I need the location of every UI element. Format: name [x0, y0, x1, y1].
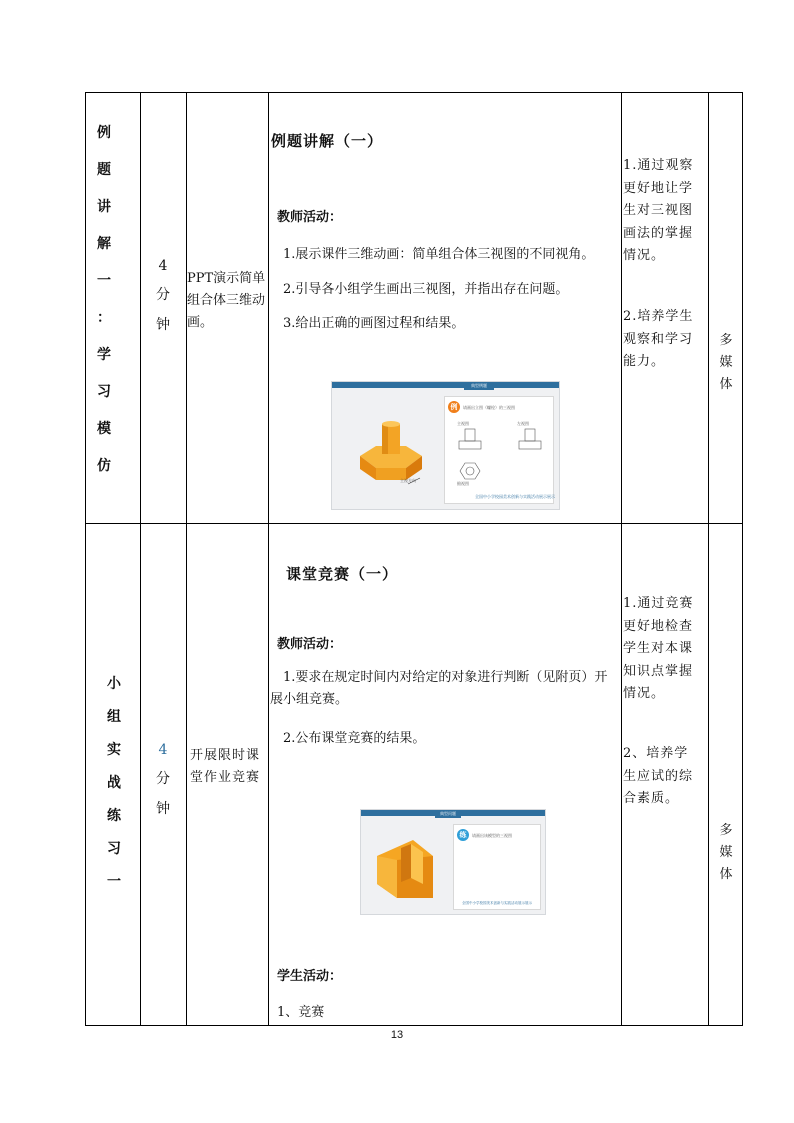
col-border	[140, 92, 141, 1026]
col-border	[186, 92, 187, 1026]
stage-char: 习	[107, 841, 121, 857]
section-title-1: 例题讲解（一）	[271, 132, 384, 150]
media-char: 媒	[719, 355, 733, 370]
side-view-label: 左视图	[517, 421, 529, 426]
teacher-item: 3.给出正确的画图过程和结果。	[283, 316, 465, 331]
screenshot-prompt: 请画出该模型的三视图	[472, 833, 512, 838]
goal-text-1a: 1.通过观察更好地让学生对三视图画法的掌握情况。	[623, 158, 694, 263]
teacher-activity-label-1: 教师活动：	[277, 210, 343, 225]
stage-char: 小	[107, 676, 121, 692]
media-char: 体	[719, 377, 733, 392]
bolt-3d-model-icon	[352, 412, 442, 492]
col-border	[85, 92, 86, 1026]
three-view-drawing-icon	[455, 427, 547, 487]
row-divider	[85, 523, 743, 524]
stage-char: 模	[97, 421, 111, 437]
method-text-1: PPT演示简单组合体三维动画。	[187, 271, 266, 330]
screenshot-top-bar	[332, 382, 559, 388]
student-item: 1、竞赛	[277, 1005, 325, 1020]
stage-char: 实	[107, 742, 121, 758]
goal-text-2a: 1.通过竞赛更好地检查学生对本课知识点掌握情况。	[623, 596, 694, 701]
screenshot-footer: 全国中小学校园美术创新与实践活动展示展示	[462, 901, 532, 905]
stage-char: 讲	[97, 199, 111, 215]
example-badge: 例	[448, 401, 460, 413]
col-border	[708, 92, 709, 1026]
media-char: 体	[719, 867, 733, 882]
stage-char: 组	[107, 709, 121, 725]
media-label-1	[716, 330, 736, 396]
wedge-3d-model-icon	[371, 826, 451, 906]
screenshot-answer-panel	[453, 824, 541, 910]
student-activity-label: 学生活动：	[277, 969, 343, 984]
teacher-item: 2.公布课堂竞赛的结果。	[283, 731, 426, 746]
goal-text-1b: 2.培养学生观察和学习能力。	[623, 309, 694, 369]
section-title-2: 课堂竞赛（一）	[286, 565, 399, 583]
time-char: 钟	[156, 317, 170, 333]
exercise-badge: 练	[457, 829, 469, 841]
screenshot-tab: 典型问题	[435, 810, 461, 818]
stage-label-1	[94, 122, 114, 475]
time-char: 分	[156, 771, 170, 787]
screenshot-answer-panel	[444, 396, 554, 504]
time-label-2	[153, 742, 173, 818]
screenshot-prompt: 请画出立图（螺栓）的三视图	[463, 405, 515, 410]
table-top-border	[85, 92, 743, 93]
stage-char: 仿	[97, 458, 111, 474]
teacher-item: 2.引导各小组学生画出三视图，并指出存在问题。	[283, 282, 569, 297]
goal-text-2b: 2、培养学生应试的综合素质。	[623, 746, 694, 806]
method-text-2: 开展限时课堂作业竞赛	[190, 748, 261, 785]
view-direction-label: 主视方向	[400, 478, 416, 483]
top-view-label: 俯视图	[457, 481, 469, 486]
stage-char: 例	[97, 125, 111, 141]
teacher-activity-label-2: 教师活动：	[277, 637, 343, 652]
time-char: 分	[156, 287, 170, 303]
col-border	[268, 92, 269, 1026]
teacher-item: 1.要求在规定时间内对给定的对象进行判断（见附页）开展小组竞赛。	[270, 670, 608, 707]
screenshot-footer: 全国中小学校园美术创新与实践活动展示展示	[475, 494, 555, 499]
courseware-screenshot-1	[331, 381, 560, 510]
media-char: 媒	[719, 845, 733, 860]
time-char: 4	[158, 258, 168, 274]
courseware-screenshot-2	[360, 809, 546, 915]
col-border	[621, 92, 622, 1026]
stage-char: 一	[97, 273, 111, 289]
stage-char: 练	[107, 808, 121, 824]
stage-label-2	[104, 673, 124, 891]
page-number: 13	[390, 1029, 404, 1041]
front-view-label: 主视图	[457, 421, 469, 426]
stage-char: ：	[97, 310, 111, 326]
time-label-1	[153, 258, 173, 334]
media-label-2	[716, 820, 736, 886]
time-char: 钟	[156, 801, 170, 817]
stage-char: 一	[107, 874, 121, 890]
time-char: 4	[158, 742, 168, 758]
stage-char: 战	[107, 775, 121, 791]
stage-char: 题	[97, 162, 111, 178]
col-border	[742, 92, 743, 1026]
teacher-item: 1.展示课件三维动画：简单组合体三视图的不同视角。	[283, 247, 595, 262]
stage-char: 学	[97, 347, 111, 363]
screenshot-tab: 典型例题	[464, 382, 494, 390]
media-char: 多	[719, 823, 733, 838]
table-bottom-border	[85, 1025, 743, 1026]
stage-char: 习	[97, 384, 111, 400]
stage-char: 解	[97, 236, 111, 252]
media-char: 多	[719, 333, 733, 348]
